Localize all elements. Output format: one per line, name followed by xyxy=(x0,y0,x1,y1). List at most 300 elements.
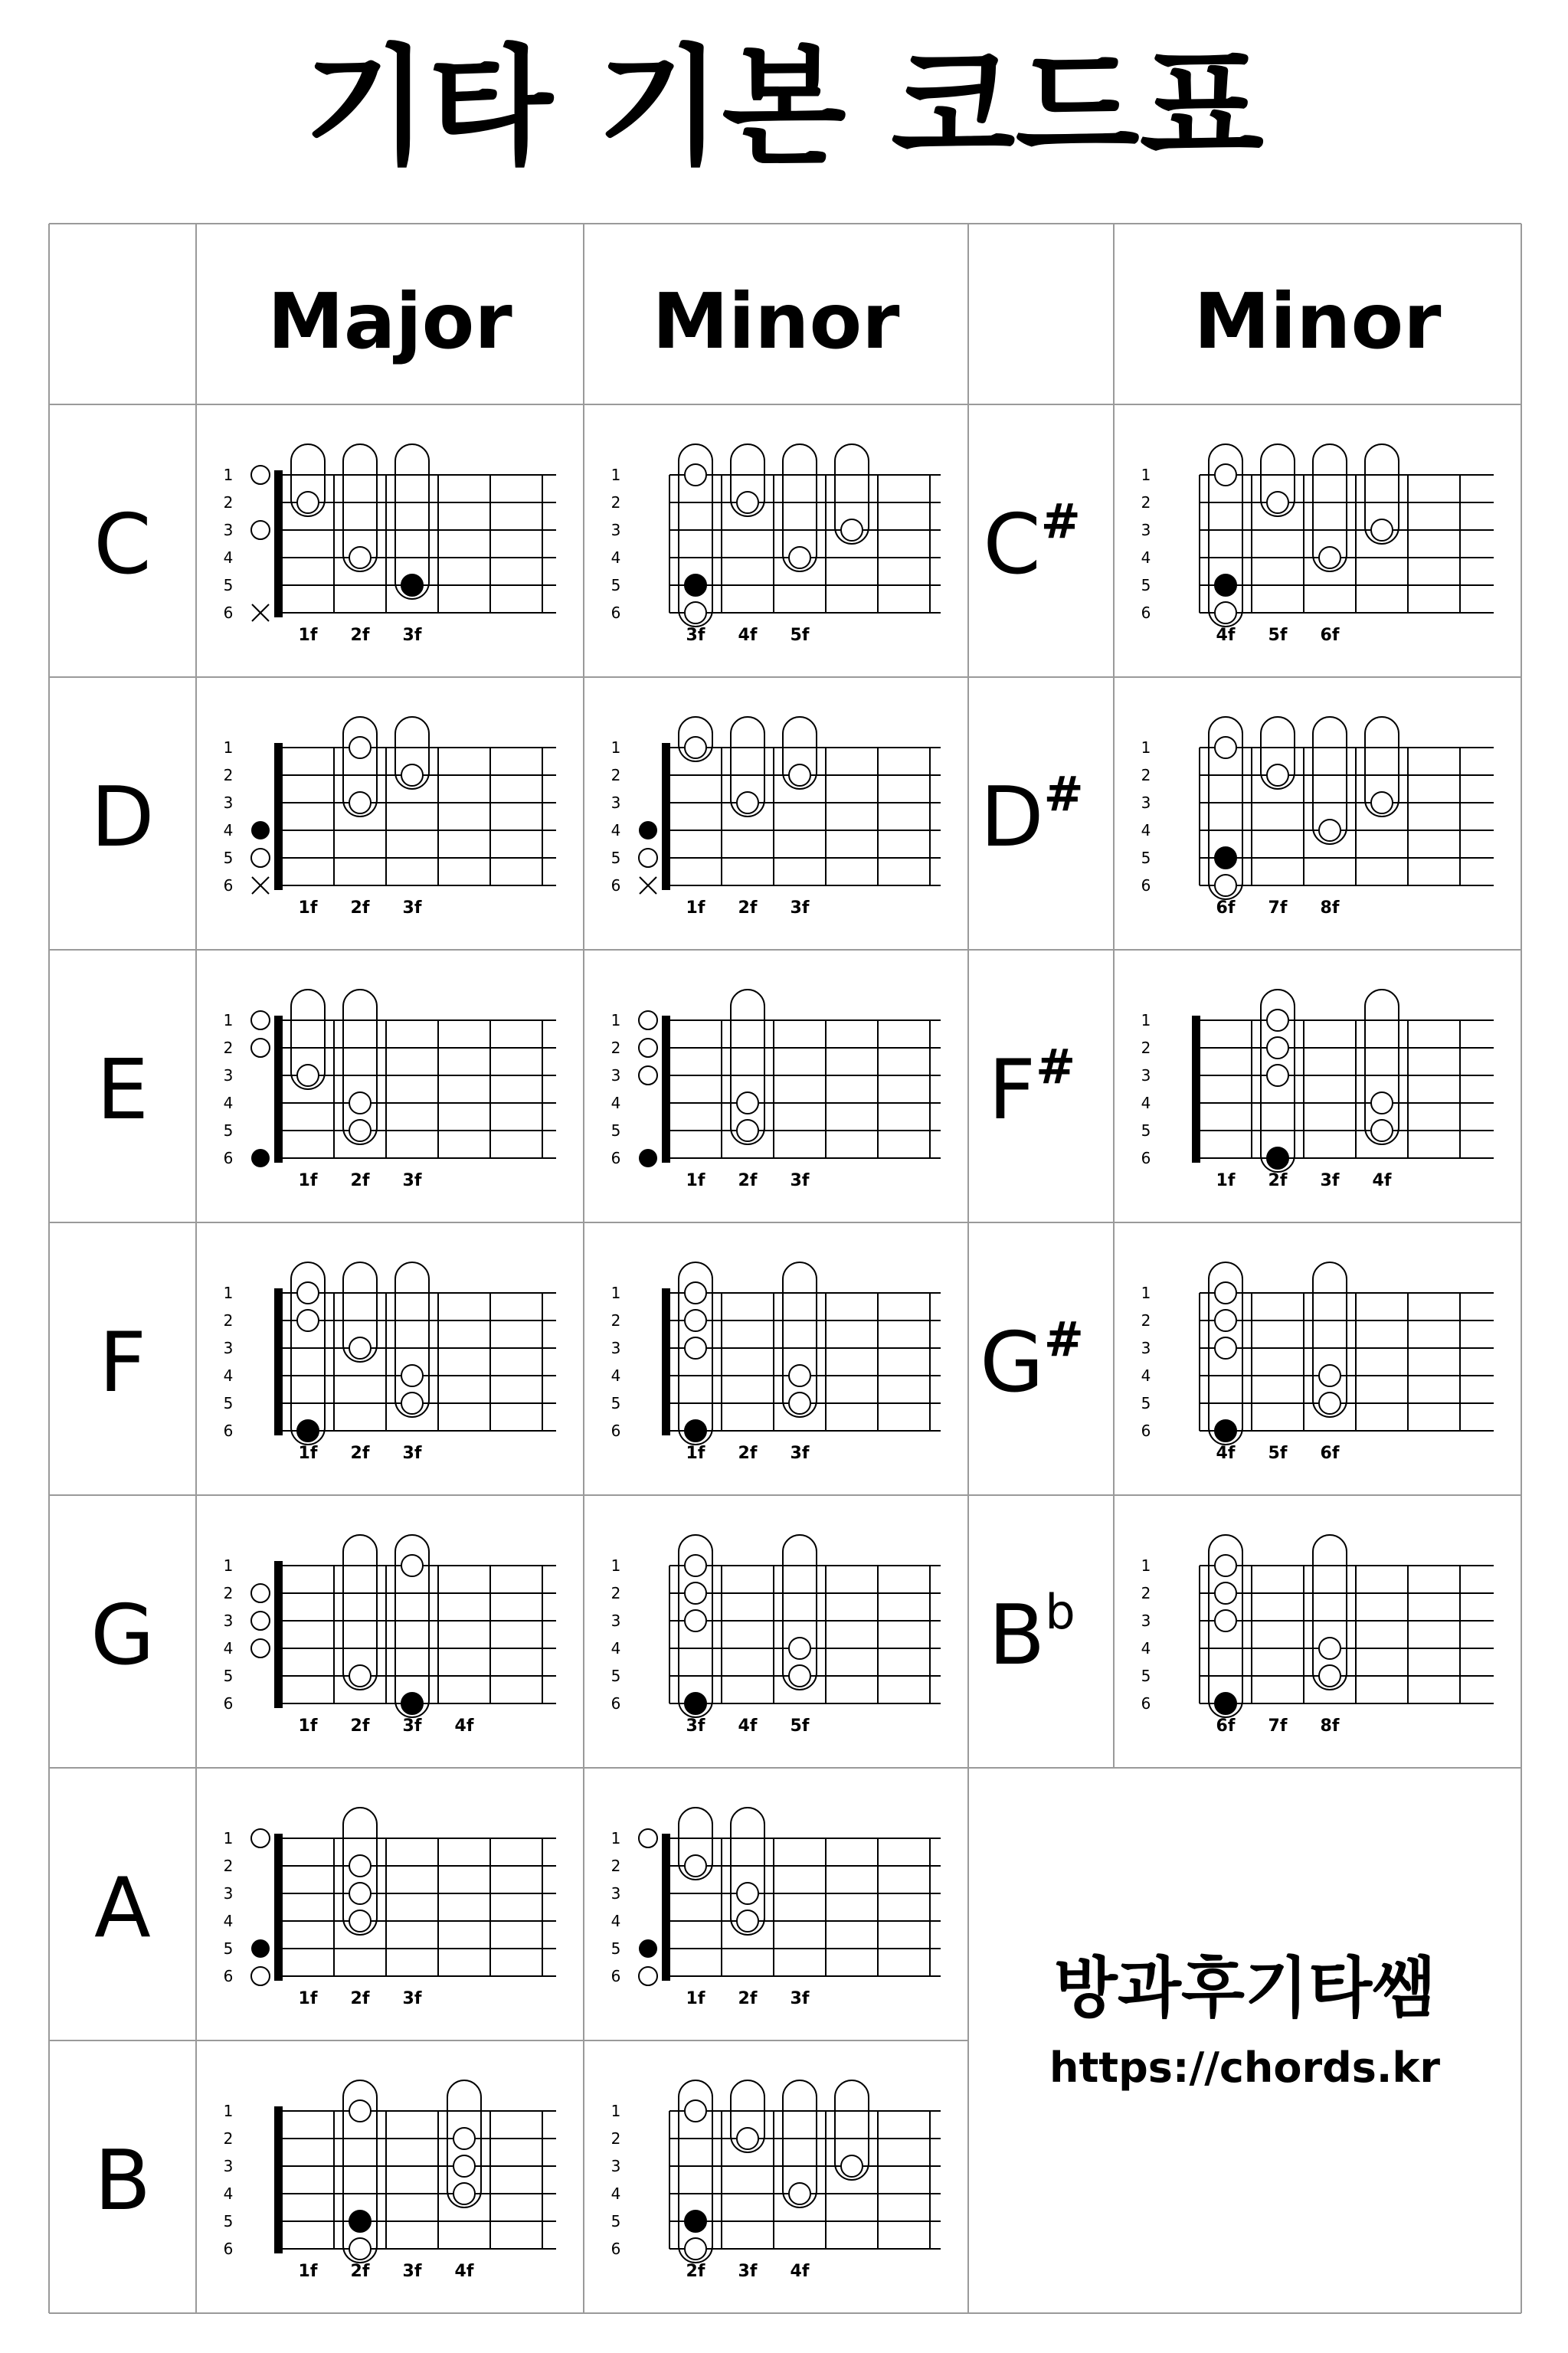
string-number: 5 xyxy=(1141,1394,1151,1412)
string-number: 4 xyxy=(223,1639,234,1658)
open-string-marker xyxy=(251,1584,270,1602)
fret-label: 5f xyxy=(790,1716,810,1736)
root-note-dot xyxy=(685,574,706,596)
chord-diagram-C-minor xyxy=(611,444,941,645)
row-label-C: C xyxy=(93,497,152,593)
string-number: 6 xyxy=(223,1694,234,1713)
chord-diagram-F-minor xyxy=(611,1262,941,1463)
nut xyxy=(274,1834,283,1981)
row-label-F#: F# xyxy=(987,1039,1076,1138)
string-number: 6 xyxy=(1141,876,1151,895)
finger-dot xyxy=(401,1392,423,1414)
string-number: 2 xyxy=(223,766,234,784)
string-number: 6 xyxy=(1141,1422,1151,1440)
string-number: 5 xyxy=(1141,576,1151,594)
nut xyxy=(274,1288,283,1435)
fret-label: 3f xyxy=(1320,1171,1340,1190)
open-root-marker xyxy=(639,1939,657,1958)
root-note-dot xyxy=(1215,1420,1236,1442)
string-number: 3 xyxy=(223,1884,234,1903)
chord-diagram-Csharp-minor xyxy=(1141,444,1494,645)
finger-dot xyxy=(349,1855,371,1877)
string-number: 3 xyxy=(223,2157,234,2175)
fret-label: 5f xyxy=(790,626,810,645)
chord-diagram-B-minor xyxy=(611,2080,941,2281)
string-number: 6 xyxy=(1141,1694,1151,1713)
chord-diagram-E-major xyxy=(224,990,556,1190)
finger-dot xyxy=(737,2128,758,2149)
fret-label: 3f xyxy=(402,1171,422,1190)
finger-dot xyxy=(789,1365,810,1386)
fret-label: 6f xyxy=(1216,1716,1236,1736)
finger-dot xyxy=(1319,1392,1340,1414)
finger-dot xyxy=(1319,1365,1340,1386)
string-number: 3 xyxy=(611,794,621,812)
fret-label: 3f xyxy=(790,1171,810,1190)
string-number: 1 xyxy=(611,466,621,484)
string-number: 1 xyxy=(223,1284,234,1302)
finger-dot xyxy=(789,2183,810,2204)
finger-dot xyxy=(685,1610,706,1631)
string-number: 3 xyxy=(223,521,234,539)
string-number: 6 xyxy=(611,1694,621,1713)
fret-label: 1f xyxy=(686,1989,705,2008)
row-label-C#: C# xyxy=(983,493,1081,593)
finger-dot xyxy=(841,2155,863,2177)
finger-dot xyxy=(685,1855,706,1877)
string-number: 6 xyxy=(611,876,621,895)
fret-label: 4f xyxy=(1372,1171,1392,1190)
root-note-dot xyxy=(401,574,423,596)
row-label-D: D xyxy=(90,770,155,866)
string-number: 1 xyxy=(223,466,234,484)
string-number: 3 xyxy=(223,1339,234,1357)
string-number: 3 xyxy=(223,794,234,812)
fret-label: 8f xyxy=(1320,1716,1340,1736)
nut xyxy=(662,1288,670,1435)
string-number: 2 xyxy=(1141,1039,1151,1057)
open-string-marker xyxy=(251,521,270,539)
string-number: 1 xyxy=(611,1556,621,1575)
string-number: 6 xyxy=(223,876,234,895)
string-number: 4 xyxy=(223,821,234,839)
finger-dot xyxy=(685,2238,706,2260)
root-note-dot xyxy=(685,1693,706,1714)
fret-label: 1f xyxy=(686,1444,705,1463)
root-note-dot xyxy=(1267,1147,1288,1169)
chord-diagram-D-minor xyxy=(611,717,941,918)
string-number: 1 xyxy=(223,1829,234,1847)
fret-label: 3f xyxy=(402,626,422,645)
string-number: 4 xyxy=(611,1366,621,1385)
fret-label: 1f xyxy=(298,1444,318,1463)
finger-dot xyxy=(1371,1092,1393,1114)
finger-dot xyxy=(737,492,758,513)
string-number: 5 xyxy=(611,849,621,867)
finger-dot xyxy=(349,2100,371,2122)
string-number: 5 xyxy=(1141,1121,1151,1140)
finger-dot xyxy=(297,1282,319,1304)
root-note-dot xyxy=(1215,847,1236,869)
fret-label: 4f xyxy=(790,2262,810,2281)
row-label-A: A xyxy=(94,1860,151,1956)
finger-dot xyxy=(349,737,371,758)
fret-label: 4f xyxy=(1216,626,1236,645)
finger-dot xyxy=(297,1310,319,1331)
finger-dot xyxy=(1215,875,1236,896)
nut xyxy=(274,1561,283,1708)
chord-diagram-G-minor xyxy=(611,1535,941,1736)
fret-label: 3f xyxy=(738,2262,758,2281)
header-major: Major xyxy=(267,277,512,366)
string-number: 3 xyxy=(611,521,621,539)
fret-label: 1f xyxy=(1216,1171,1236,1190)
fret-label: 5f xyxy=(1268,1444,1288,1463)
chord-diagram-Dsharp-minor xyxy=(1141,717,1494,918)
finger-dot xyxy=(1215,1282,1236,1304)
string-number: 4 xyxy=(611,1094,621,1112)
string-number: 6 xyxy=(223,1967,234,1985)
row-label-E: E xyxy=(96,1042,149,1138)
finger-dot xyxy=(1215,464,1236,486)
string-number: 4 xyxy=(1141,1094,1151,1112)
finger-dot xyxy=(401,1365,423,1386)
string-number: 6 xyxy=(223,1422,234,1440)
finger-dot xyxy=(1267,1037,1288,1059)
finger-dot xyxy=(841,519,863,541)
string-number: 2 xyxy=(611,766,621,784)
finger-dot xyxy=(349,1910,371,1932)
string-number: 6 xyxy=(611,1149,621,1167)
finger-dot xyxy=(1267,1010,1288,1031)
string-number: 4 xyxy=(1141,821,1151,839)
string-number: 1 xyxy=(1141,1284,1151,1302)
string-number: 5 xyxy=(1141,849,1151,867)
string-number: 6 xyxy=(611,2240,621,2258)
finger-dot xyxy=(349,1883,371,1904)
fret-label: 2f xyxy=(350,626,370,645)
finger-dot xyxy=(349,2238,371,2260)
string-number: 3 xyxy=(1141,1339,1151,1357)
finger-dot xyxy=(1267,1065,1288,1086)
fret-label: 1f xyxy=(298,1716,318,1736)
open-root-marker xyxy=(251,1149,270,1167)
string-number: 5 xyxy=(1141,1667,1151,1685)
string-number: 5 xyxy=(223,849,234,867)
fret-label: 4f xyxy=(1216,1444,1236,1463)
fret-label: 2f xyxy=(1268,1171,1288,1190)
finger-dot xyxy=(685,2100,706,2122)
finger-dot xyxy=(737,1120,758,1141)
string-number: 5 xyxy=(611,1939,621,1958)
chord-diagram-Fsharp-minor xyxy=(1141,990,1494,1190)
string-number: 3 xyxy=(223,1066,234,1085)
string-number: 2 xyxy=(223,1584,234,1602)
fret-label: 2f xyxy=(738,898,758,918)
finger-dot xyxy=(1319,1638,1340,1659)
finger-dot xyxy=(789,1665,810,1687)
finger-dot xyxy=(737,792,758,813)
open-root-marker xyxy=(251,1939,270,1958)
fret-label: 3f xyxy=(790,1444,810,1463)
open-string-marker xyxy=(251,1011,270,1029)
string-number: 3 xyxy=(1141,1612,1151,1630)
string-number: 4 xyxy=(223,2184,234,2203)
string-number: 5 xyxy=(223,1939,234,1958)
finger-dot xyxy=(737,1092,758,1114)
finger-dot xyxy=(789,1638,810,1659)
finger-dot xyxy=(737,1883,758,1904)
fret-label: 2f xyxy=(350,2262,370,2281)
brand-name: 방과후기타쌤 xyxy=(1053,1950,1436,2027)
string-number: 1 xyxy=(223,2102,234,2120)
string-number: 4 xyxy=(1141,548,1151,567)
fret-label: 5f xyxy=(1268,626,1288,645)
open-root-marker xyxy=(639,821,657,839)
string-number: 1 xyxy=(223,1011,234,1029)
fret-label: 1f xyxy=(298,898,318,918)
open-string-marker xyxy=(251,1639,270,1658)
string-number: 5 xyxy=(223,1394,234,1412)
finger-dot xyxy=(789,1392,810,1414)
string-number: 4 xyxy=(223,1366,234,1385)
string-number: 5 xyxy=(223,576,234,594)
string-number: 5 xyxy=(611,1121,621,1140)
page-title: 기타 기본 코드표 xyxy=(304,32,1264,182)
finger-dot xyxy=(349,1092,371,1114)
string-number: 4 xyxy=(611,548,621,567)
string-number: 2 xyxy=(223,1311,234,1330)
string-number: 4 xyxy=(223,548,234,567)
finger-dot xyxy=(297,1065,319,1086)
string-number: 1 xyxy=(611,2102,621,2120)
string-number: 6 xyxy=(223,2240,234,2258)
fret-label: 2f xyxy=(738,1171,758,1190)
fret-label: 6f xyxy=(1216,898,1236,918)
string-number: 5 xyxy=(223,1121,234,1140)
finger-dot xyxy=(453,2128,475,2149)
open-string-marker xyxy=(639,849,657,867)
finger-dot xyxy=(685,1555,706,1576)
finger-dot xyxy=(349,792,371,813)
header-minor-sharp: Minor xyxy=(1193,277,1442,366)
fret-label: 1f xyxy=(298,1171,318,1190)
string-number: 6 xyxy=(1141,1149,1151,1167)
open-string-marker xyxy=(251,849,270,867)
fret-label: 3f xyxy=(402,1444,422,1463)
string-number: 1 xyxy=(1141,466,1151,484)
string-number: 6 xyxy=(223,1149,234,1167)
row-label-B: B xyxy=(93,2133,152,2229)
string-number: 4 xyxy=(611,821,621,839)
fret-label: 3f xyxy=(402,898,422,918)
finger-dot xyxy=(1215,1310,1236,1331)
string-number: 3 xyxy=(223,1612,234,1630)
string-number: 3 xyxy=(611,2157,621,2175)
fret-label: 2f xyxy=(350,1171,370,1190)
fret-label: 2f xyxy=(350,898,370,918)
string-number: 1 xyxy=(611,1284,621,1302)
string-number: 6 xyxy=(223,604,234,622)
root-note-dot xyxy=(1215,574,1236,596)
string-number: 5 xyxy=(223,2212,234,2230)
chord-diagram-B-major xyxy=(224,2080,556,2281)
finger-dot xyxy=(789,764,810,786)
string-number: 3 xyxy=(611,1066,621,1085)
fret-label: 3f xyxy=(790,898,810,918)
nut xyxy=(274,1016,283,1163)
fret-label: 1f xyxy=(298,2262,318,2281)
chord-diagram-D-major xyxy=(224,717,556,918)
row-label-D#: D# xyxy=(980,766,1084,866)
finger-dot xyxy=(1215,1337,1236,1359)
finger-dot xyxy=(1319,820,1340,841)
finger-dot xyxy=(685,1582,706,1604)
fret-label: 1f xyxy=(298,1989,318,2008)
open-string-marker xyxy=(251,1039,270,1057)
string-number: 3 xyxy=(1141,1066,1151,1085)
string-number: 2 xyxy=(1141,493,1151,512)
brand-block xyxy=(968,1890,1521,2123)
finger-dot xyxy=(453,2183,475,2204)
string-number: 4 xyxy=(1141,1366,1151,1385)
mute-marker xyxy=(252,877,269,894)
string-number: 1 xyxy=(223,738,234,757)
open-string-marker xyxy=(251,466,270,484)
finger-dot xyxy=(1371,519,1393,541)
chord-diagram-Bflat-minor xyxy=(1141,1535,1494,1736)
finger-dot xyxy=(685,737,706,758)
fret-label: 2f xyxy=(350,1444,370,1463)
mute-marker xyxy=(252,604,269,621)
string-number: 6 xyxy=(1141,604,1151,622)
string-number: 4 xyxy=(1141,1639,1151,1658)
chord-diagram-A-major xyxy=(224,1808,556,2008)
finger-dot xyxy=(1371,1120,1393,1141)
root-note-dot xyxy=(349,2211,371,2232)
mute-marker xyxy=(640,877,656,894)
fret-label: 7f xyxy=(1268,1716,1288,1736)
fret-label: 4f xyxy=(454,2262,474,2281)
open-string-marker xyxy=(639,1829,657,1847)
nut xyxy=(662,743,670,890)
fret-label: 1f xyxy=(686,1171,705,1190)
string-number: 2 xyxy=(611,1584,621,1602)
nut xyxy=(274,2106,283,2253)
finger-dot xyxy=(685,1337,706,1359)
chord-diagram-A-minor xyxy=(611,1808,941,2008)
fret-label: 4f xyxy=(738,626,758,645)
string-number: 3 xyxy=(611,1339,621,1357)
string-number: 2 xyxy=(223,2129,234,2148)
finger-dot xyxy=(1215,602,1236,623)
fret-label: 1f xyxy=(298,626,318,645)
finger-dot xyxy=(1267,492,1288,513)
row-label-G#: G# xyxy=(980,1311,1084,1411)
string-number: 5 xyxy=(611,1394,621,1412)
finger-dot xyxy=(349,1665,371,1687)
fret-label: 2f xyxy=(686,2262,705,2281)
fret-label: 3f xyxy=(686,626,705,645)
string-number: 2 xyxy=(611,1311,621,1330)
fret-label: 2f xyxy=(738,1989,758,2008)
nut xyxy=(662,1834,670,1981)
chord-diagram-E-minor xyxy=(611,990,941,1190)
root-note-dot xyxy=(297,1420,319,1442)
finger-dot xyxy=(297,492,319,513)
string-number: 1 xyxy=(611,1829,621,1847)
string-number: 6 xyxy=(611,1967,621,1985)
brand-url[interactable]: https://chords.kr xyxy=(1049,2044,1440,2092)
chord-diagram-C-major xyxy=(224,444,556,645)
string-number: 4 xyxy=(611,1912,621,1930)
finger-dot xyxy=(685,1282,706,1304)
root-note-dot xyxy=(401,1693,423,1714)
open-string-marker xyxy=(639,1066,657,1085)
finger-dot xyxy=(401,1555,423,1576)
open-string-marker xyxy=(639,1011,657,1029)
root-note-dot xyxy=(685,1420,706,1442)
fret-label: 6f xyxy=(1320,626,1340,645)
string-number: 4 xyxy=(223,1912,234,1930)
fret-label: 4f xyxy=(454,1716,474,1736)
string-number: 5 xyxy=(223,1667,234,1685)
string-number: 3 xyxy=(1141,794,1151,812)
root-note-dot xyxy=(685,2211,706,2232)
string-number: 2 xyxy=(223,1039,234,1057)
finger-dot xyxy=(1215,737,1236,758)
finger-dot xyxy=(789,547,810,568)
finger-dot xyxy=(453,2155,475,2177)
root-note-dot xyxy=(1215,1693,1236,1714)
header-minor: Minor xyxy=(652,277,900,366)
finger-dot xyxy=(1371,792,1393,813)
open-string-marker xyxy=(251,1612,270,1630)
string-number: 6 xyxy=(611,604,621,622)
finger-dot xyxy=(685,602,706,623)
string-number: 1 xyxy=(223,1556,234,1575)
chord-diagram-Gsharp-minor xyxy=(1141,1262,1494,1463)
finger-dot xyxy=(349,547,371,568)
finger-dot xyxy=(737,1910,758,1932)
finger-dot xyxy=(1215,1555,1236,1576)
finger-dot xyxy=(1267,764,1288,786)
string-number: 2 xyxy=(611,2129,621,2148)
nut xyxy=(274,470,283,617)
string-number: 1 xyxy=(1141,1011,1151,1029)
open-string-marker xyxy=(639,1039,657,1057)
string-number: 2 xyxy=(1141,1311,1151,1330)
fret-label: 3f xyxy=(686,1716,705,1736)
finger-dot xyxy=(685,1310,706,1331)
fret-label: 3f xyxy=(402,2262,422,2281)
string-number: 6 xyxy=(611,1422,621,1440)
finger-dot xyxy=(1319,1665,1340,1687)
string-number: 4 xyxy=(223,1094,234,1112)
row-label-G: G xyxy=(90,1588,155,1684)
nut xyxy=(662,1016,670,1163)
open-string-marker xyxy=(639,1967,657,1985)
string-number: 1 xyxy=(611,738,621,757)
fret-label: 1f xyxy=(686,898,705,918)
string-number: 4 xyxy=(611,2184,621,2203)
string-number: 3 xyxy=(611,1884,621,1903)
string-number: 5 xyxy=(611,2212,621,2230)
fret-label: 2f xyxy=(738,1444,758,1463)
fret-label: 2f xyxy=(350,1989,370,2008)
finger-dot xyxy=(349,1337,371,1359)
fret-label: 4f xyxy=(738,1716,758,1736)
